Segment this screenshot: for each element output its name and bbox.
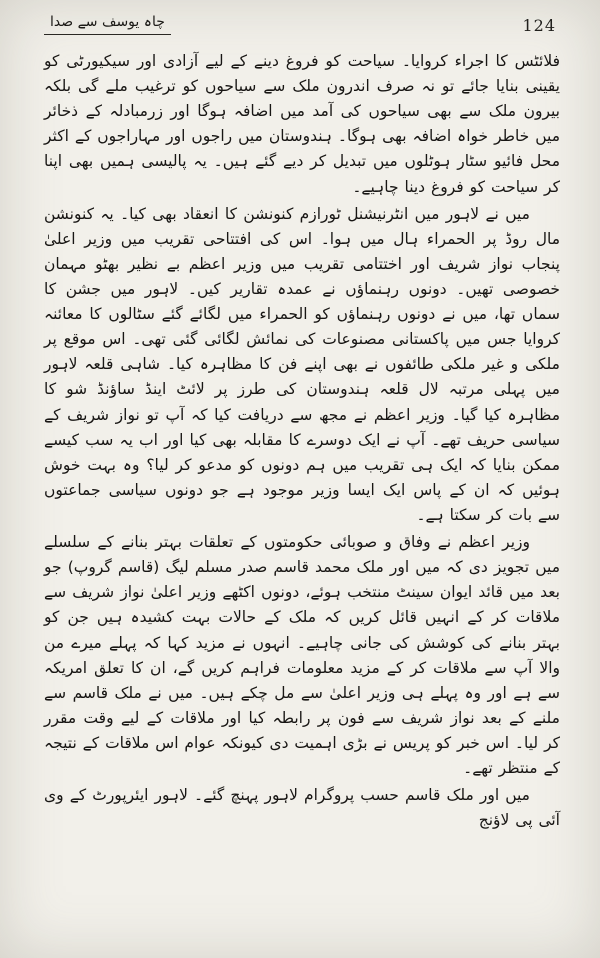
page-body	[44, 49, 560, 833]
book-title: چاہ یوسف سے صدا	[44, 14, 171, 35]
body-paragraph: میں اور ملک قاسم حسب پروگرام لاہور پہنچ گئے۔ لاہور ایئرپورٹ کے وی آئی پی لاؤنج	[44, 786, 560, 830]
body-paragraph: فلائٹس کا اجراء کروایا۔ سیاحت کو فروغ دینے کے لیے آزادی اور سیکیورٹی کو یقینی بنایا جائے تو نہ صرف اندرون ملک سے سیاحوں کو ترغیب ملے گی بلکہ بیرون ملک سے بھی سیاحوں کی آمد میں اضافہ ہوگا اور زرمبادلہ کے ذخائر میں خاطر خواہ اضافہ بھی ہوگا۔ ہندوستان میں راجوں اور مہاراجوں کے اکثر محل فائیو سٹار ہوٹلوں میں تبدیل کر دیے گئے ہیں۔ یہ پالیسی ہمیں بھی اپنا کر سیاحت کو فروغ دینا چاہیے۔	[44, 52, 560, 196]
page-number: 124	[522, 16, 556, 35]
page-header	[44, 14, 560, 35]
body-paragraph: میں نے لاہور میں انٹرنیشنل ٹورازم کنونشن کا انعقاد بھی کیا۔ یہ کنونشن مال روڈ پر الحمراء ہال میں ہوا۔ اس کی افتتاحی تقریب میں وزیر اعلیٰ پنجاب نواز شریف اور اختتامی تقریب میں وزیر اعظم بے نظیر بھٹو مہمان خصوصی تھیں۔ دونوں رہنماؤں نے عمدہ تقاریر کیں۔ لاہور میں جشن کا سماں تھا، میں نے دونوں رہنماؤں کو الحمراء میں لگائے گئے سٹالوں کا معائنہ کروایا جس میں پاکستانی مصنوعات کی نمائش لگائی گئی تھی۔ اس موقع پر ملکی و غیر ملکی طائفوں نے بھی اپنے فن کا مظاہرہ کیا۔ شاہی قلعہ لاہور میں پہلی مرتبہ لال قلعہ ہندوستان کی طرز پر لائٹ اینڈ ساؤنڈ شو کا مظاہرہ کیا گیا۔ وزیر اعظم نے مجھ سے دریافت کیا کہ آپ تو نواز شریف کے سیاسی حریف تھے۔ آپ نے ایک دوسرے کا مقابلہ بھی کیا اور اب یہ سب کیسے ممکن بنایا کہ ایک ہی تقریب میں ہم دونوں کو مدعو کر لیا؟ وہ بہت خوش ہوئیں کہ ان کے پاس ایک ایسا وزیر موجود ہے جو دونوں سیاسی جماعتوں سے بات کر سکتا ہے۔	[44, 204, 560, 524]
body-paragraph: وزیر اعظم نے وفاق و صوبائی حکومتوں کے تعلقات بہتر بنانے کے سلسلے میں تجویز دی کہ میں اور ملک محمد قاسم صدر مسلم لیگ (قاسم گروپ) جو بعد میں قائد ایوان سینٹ منتخب ہوئے، دونوں اکٹھے وزیر اعلیٰ نواز شریف سے ملاقات کر کے انہیں قائل کریں کہ ملک کے حالات بہت کشیدہ ہیں جن کو بہتر بنانے کی کوشش کی جانی چاہیے۔ انہوں نے مزید کہا کہ پہلے میرے من والا آپ سے ملاقات کر کے مزید معلومات فراہم کریں گے، ان کا تعلق امریکہ سے ہے اور وہ پہلے ہی وزیر اعلیٰ سے مل چکے ہیں۔ میں نے ملک قاسم سے ملنے کے بعد نواز شریف سے فون پر رابطہ کیا اور ملاقات کے لیے وقت مقرر کر لیا۔ اس خبر کو پریس نے بڑی اہمیت دی کیونکہ عوام اس ملاقات کے نتیجہ کے منتظر تھے۔	[44, 533, 560, 778]
